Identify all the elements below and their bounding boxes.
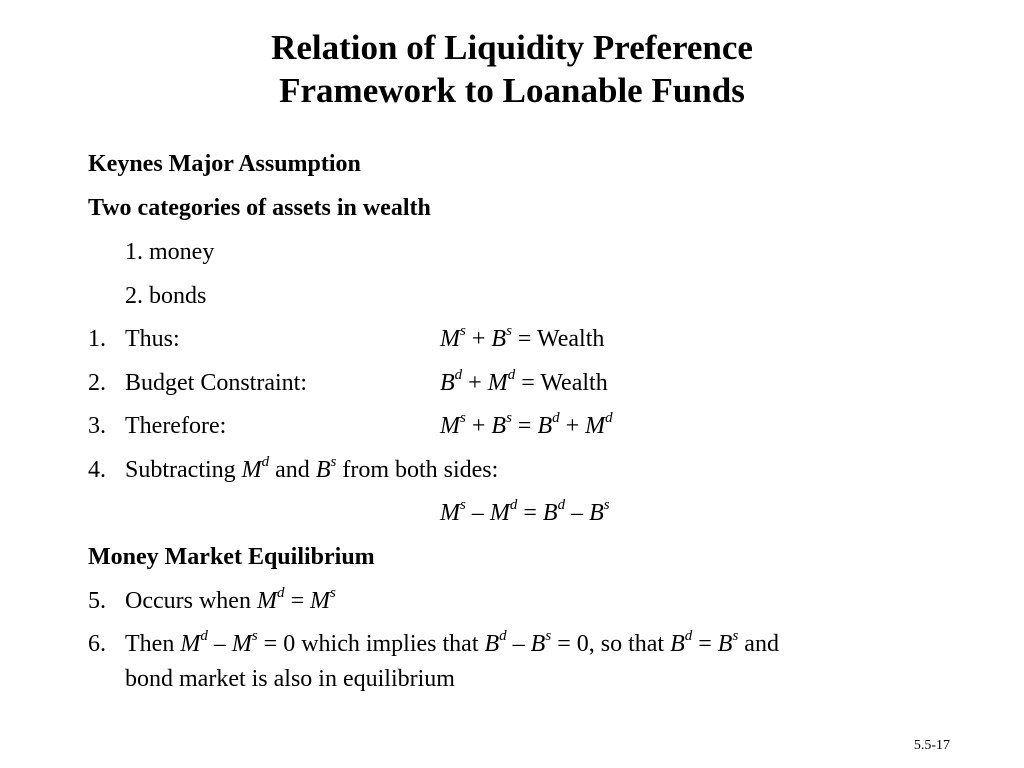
step-label: Subtracting $M^d$ and $B^s$ from both sides: [125,454,499,483]
equation-subtracted: $M^s - M^d = B^d - B^s$ [440,497,610,526]
sub-item-bonds: 2. bonds [125,283,207,309]
equation-budget-constraint: $B^d + M^d$ = Wealth [440,367,608,396]
step-label: Budget Constraint: [125,370,307,396]
step-label: Occurs when $M^d = M^s$ [125,585,336,614]
step-number: 6. [88,631,106,657]
step-label: Therefore: [125,413,227,439]
heading-keynes-assumption: Keynes Major Assumption [88,151,361,177]
step-number: 4. [88,457,106,483]
step-number: 2. [88,370,106,396]
title-line-2: Framework to Loanable Funds [279,71,745,110]
step-number: 5. [88,588,106,614]
step-number: 3. [88,413,106,439]
step-label: Thus: [125,326,180,352]
page-number: 5.5-17 [913,738,950,753]
equation-wealth-supply: $M^s + B^s$ = Wealth [440,323,605,352]
title-line-1: Relation of Liquidity Preference [271,28,753,67]
heading-asset-categories: Two categories of assets in wealth [88,195,431,221]
sub-item-money: 1. money [125,239,215,265]
step-6-continuation: bond market is also in equilibrium [125,666,455,692]
step-label: Then $M^d - M^s = 0$ which implies that $B^d - B^s = 0$, so that $B^d = B^s$ and [125,628,779,657]
step-number: 1. [88,326,106,352]
heading-money-market-equilibrium: Money Market Equilibrium [88,544,375,570]
equation-therefore: $M^s + B^s = B^d + M^d$ [440,410,613,439]
